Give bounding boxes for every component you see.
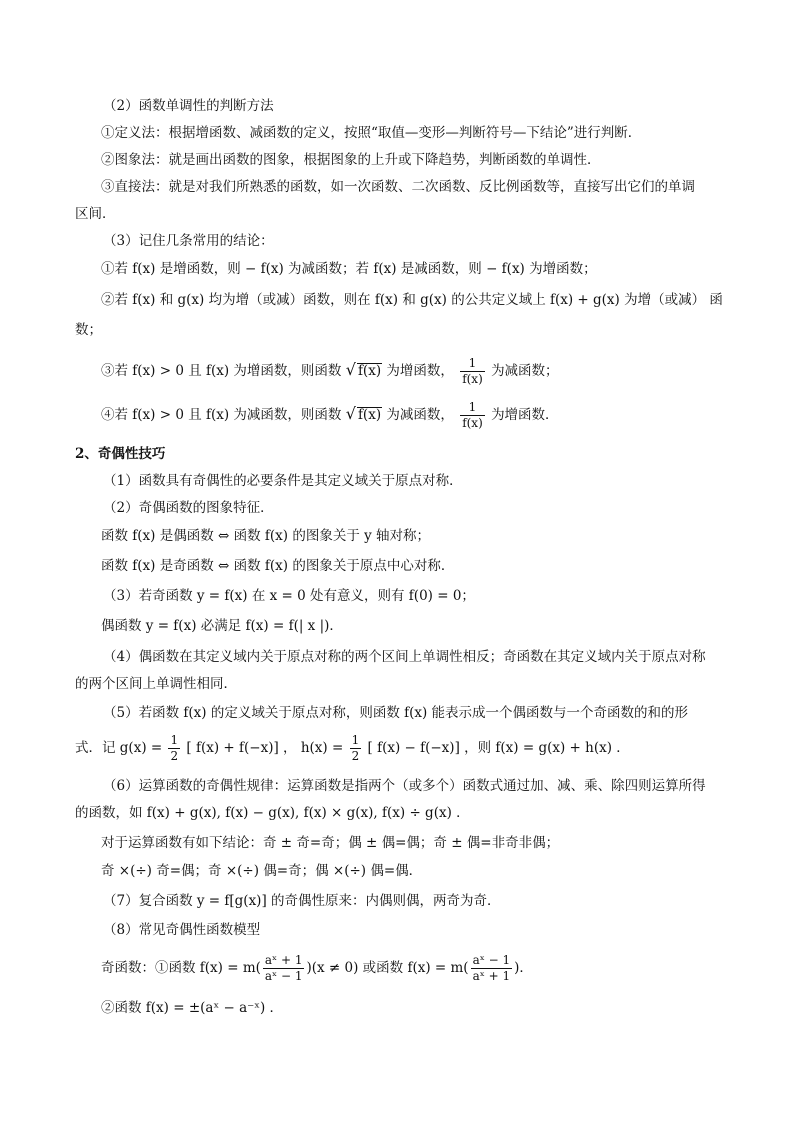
paragraph-text: （3）若奇函数 y = f(x) 在 x = 0 处有意义，则有 f(0) = 0； <box>103 588 475 604</box>
fraction <box>168 733 180 764</box>
formula-text: 为增函数． <box>491 407 559 423</box>
formula-text: 为减函数， <box>386 407 454 423</box>
paragraph-text: 的函数，如 f(x) + g(x), f(x) − g(x), f(x) × g(x), f(x) ÷ g(x) ． <box>75 805 470 821</box>
fraction-denominator: aˣ + 1 <box>472 969 511 983</box>
formula-text: 式．记 g(x) = <box>75 740 163 756</box>
paragraph-text: 函数 f(x) 是偶函数 ⇔ 函数 f(x) 的图象关于 y 轴对称； <box>101 528 431 544</box>
fraction <box>460 400 485 431</box>
fraction <box>471 953 513 984</box>
paragraph-text: （6）运算函数的奇偶性规律：运算函数是指两个（或多个）函数式通过加、减、乘、除四则运算所得 <box>103 778 706 794</box>
paragraph-text: ②函数 f(x) = ±(aˣ − a⁻ˣ) ． <box>101 1000 284 1016</box>
formula-text: 为减函数； <box>491 363 559 379</box>
paragraph-text: （1）函数具有奇偶性的必要条件是其定义域关于原点对称． <box>103 473 463 489</box>
paragraph-text: 区间． <box>75 206 116 222</box>
fraction-numerator: 1 <box>351 733 360 747</box>
fraction-numerator: aˣ + 1 <box>264 953 303 967</box>
formula-text: [ f(x) − f(−x)] ，则 f(x) = g(x) + h(x) ． <box>367 740 630 756</box>
paragraph-text: ①若 f(x) 是增函数，则 − f(x) 为减函数；若 f(x) 是减函数，则 − f(x) 为增函数； <box>101 261 597 277</box>
fraction-denominator: f(x) <box>462 372 483 386</box>
paragraph-text: ③直接法：就是对我们所熟悉的函数，如一次函数、二次函数、反比例函数等，直接写出它们的单调 <box>101 179 695 195</box>
fraction <box>263 953 305 984</box>
sqrt-symbol: √ <box>345 360 356 379</box>
paragraph-text: （2）奇偶函数的图象特征． <box>103 500 274 516</box>
paragraph-text: 数； <box>75 322 102 338</box>
formula-text: )． <box>514 960 533 976</box>
formula-line <box>0 730 794 766</box>
fraction-denominator: 2 <box>351 749 360 763</box>
paragraph-text: （7）复合函数 y = f[g(x)] 的奇偶性原来：内偶则偶，两奇为奇． <box>103 893 501 909</box>
formula-text: 为增函数， <box>386 363 454 379</box>
formula-line <box>0 352 794 388</box>
section-heading: （3）记住几条常用的结论： <box>103 233 274 249</box>
paragraph-text: 对于运算函数有如下结论：奇 ± 奇=奇；偶 ± 偶=偶；奇 ± 偶=非奇非偶； <box>101 835 560 851</box>
formula-line <box>0 396 794 432</box>
formula-text: ④若 f(x) > 0 且 f(x) 为减函数，则函数 <box>101 407 342 423</box>
paragraph-text: （4）偶函数在其定义域内关于原点对称的两个区间上单调性相反；奇函数在其定义域内关于原点对称 <box>103 649 706 665</box>
formula-text: [ f(x) + f(−x)] ， h(x) = <box>186 740 344 756</box>
fraction-numerator: 1 <box>460 400 485 416</box>
sqrt-argument: f(x) <box>357 407 382 423</box>
formula-content <box>101 396 559 433</box>
fraction-denominator: aˣ − 1 <box>264 969 303 983</box>
fraction-numerator: 1 <box>170 733 179 747</box>
formula-line <box>0 948 794 988</box>
formula-text: ③若 f(x) > 0 且 f(x) 为增函数，则函数 <box>101 363 342 379</box>
sqrt-symbol: √ <box>345 404 356 423</box>
paragraph-text: 函数 f(x) 是奇函数 ⇔ 函数 f(x) 的图象关于原点中心对称． <box>101 558 455 574</box>
formula-content <box>75 730 630 766</box>
formula-content <box>101 352 559 389</box>
paragraph-text: （8）常见奇偶性函数模型 <box>103 922 261 938</box>
paragraph-text: 奇 ×(÷) 奇=偶；奇 ×(÷) 偶=奇；偶 ×(÷) 偶=偶． <box>101 863 423 879</box>
section-title: 2、奇偶性技巧 <box>75 446 166 462</box>
sqrt-argument: f(x) <box>357 363 382 379</box>
paragraph-text: ②若 f(x) 和 g(x) 均为增（或减）函数，则在 f(x) 和 g(x) 的公共定义域上 f(x) + g(x) 为增（或减） 函 <box>101 292 723 308</box>
paragraph-text: ②图象法：就是画出函数的图象，根据图象的上升或下降趋势，判断函数的单调性． <box>101 152 601 168</box>
fraction <box>350 733 362 764</box>
fraction-denominator: f(x) <box>462 416 483 430</box>
fraction-numerator: 1 <box>460 356 485 372</box>
formula-text: )(x ≠ 0) 或函数 f(x) = m( <box>306 960 469 976</box>
paragraph-text: 偶函数 y = f(x) 必满足 f(x) = f(| x |)． <box>101 618 343 634</box>
formula-text: 奇函数：①函数 f(x) = m( <box>101 960 261 976</box>
section-heading: （2）函数单调性的判断方法 <box>103 98 274 114</box>
paragraph-text: （5）若函数 f(x) 的定义域关于原点对称，则函数 f(x) 能表示成一个偶函数与一个奇函数的和的形 <box>103 705 689 721</box>
paragraph-text: 的两个区间上单调性相同． <box>75 676 237 692</box>
formula-content <box>101 948 533 988</box>
fraction <box>460 356 485 387</box>
fraction-numerator: aˣ − 1 <box>472 953 511 967</box>
fraction-denominator: 2 <box>170 749 179 763</box>
paragraph-text: ①定义法：根据增函数、减函数的定义，按照“取值—变形—判断符号—下结论”进行判断． <box>101 125 642 141</box>
